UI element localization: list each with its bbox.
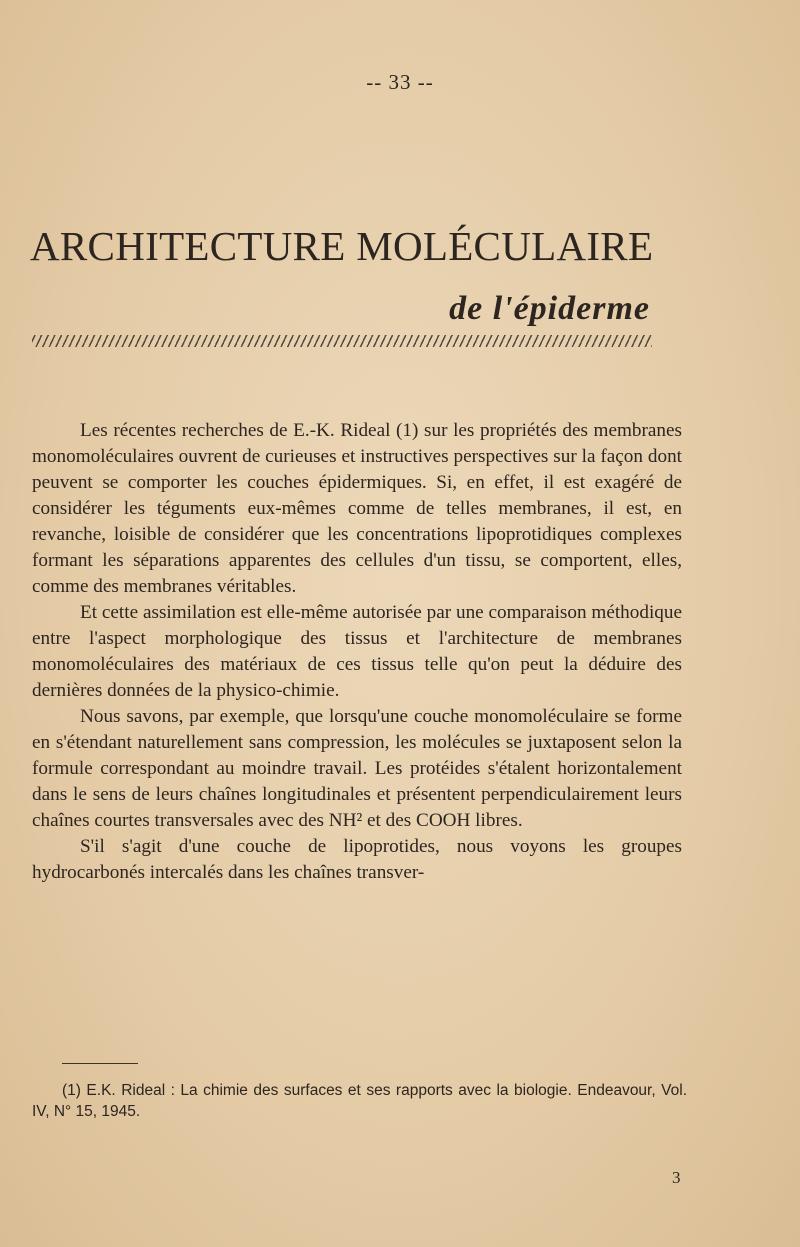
decorative-hatch-rule [32,335,652,347]
article-title: ARCHITECTURE MOLÉCULAIRE [30,223,654,269]
folio-number: 3 [672,1168,681,1187]
paragraph-3: Nous savons, par exemple, que lorsqu'une couche monomoléculaire se forme en s'étendant naturellement sans compression, les molécules se juxtaposent selon la formule correspondant au moindre travail. Les protéides s'étalent horizontalement dans le sens de leurs chaînes longitudinales et présentent perpendiculairement leurs chaînes courtes transversales avec des NH² et des COOH libres. [32,706,682,831]
footnote-separator [62,1063,138,1064]
paragraph-2: Et cette assimilation est elle-même autorisée par une comparaison méthodique entre l'aspect morphologique des tissus et l'architecture de membranes monomoléculaires des matériaux de ces tissus telle qu'on peut la déduire des dernières données de la physico-chimie. [32,602,682,701]
article-subtitle: de l'épiderme [449,290,650,327]
footnote [32,1080,687,1122]
page-number: -- 33 -- [366,70,434,94]
article-body [32,418,682,886]
paragraph-1: Les récentes recherches de E.-K. Rideal (1) sur les propriétés des membranes monomoléculaires ouvrent de curieuses et instructives perspectives sur la façon dont peuvent se comporter les couches épidermiques. Si, en effet, il est exagéré de considérer les téguments eux-mêmes comme de telles membranes, il est, en revanche, loisible de considérer que les concentrations lipoprotidiques complexes formant les séparations apparentes des cellules d'un tissu, se comportent, elles, comme des membranes véritables. [32,420,682,597]
footnote-text: (1) E.K. Rideal : La chimie des surfaces et ses rapports avec la biologie. Endeavour, Vol. IV, N° 15, 1945. [32,1082,687,1120]
paragraph-4: S'il s'agit d'une couche de lipoprotides, nous voyons les groupes hydrocarbonés intercalés dans les chaînes transver- [32,836,682,883]
